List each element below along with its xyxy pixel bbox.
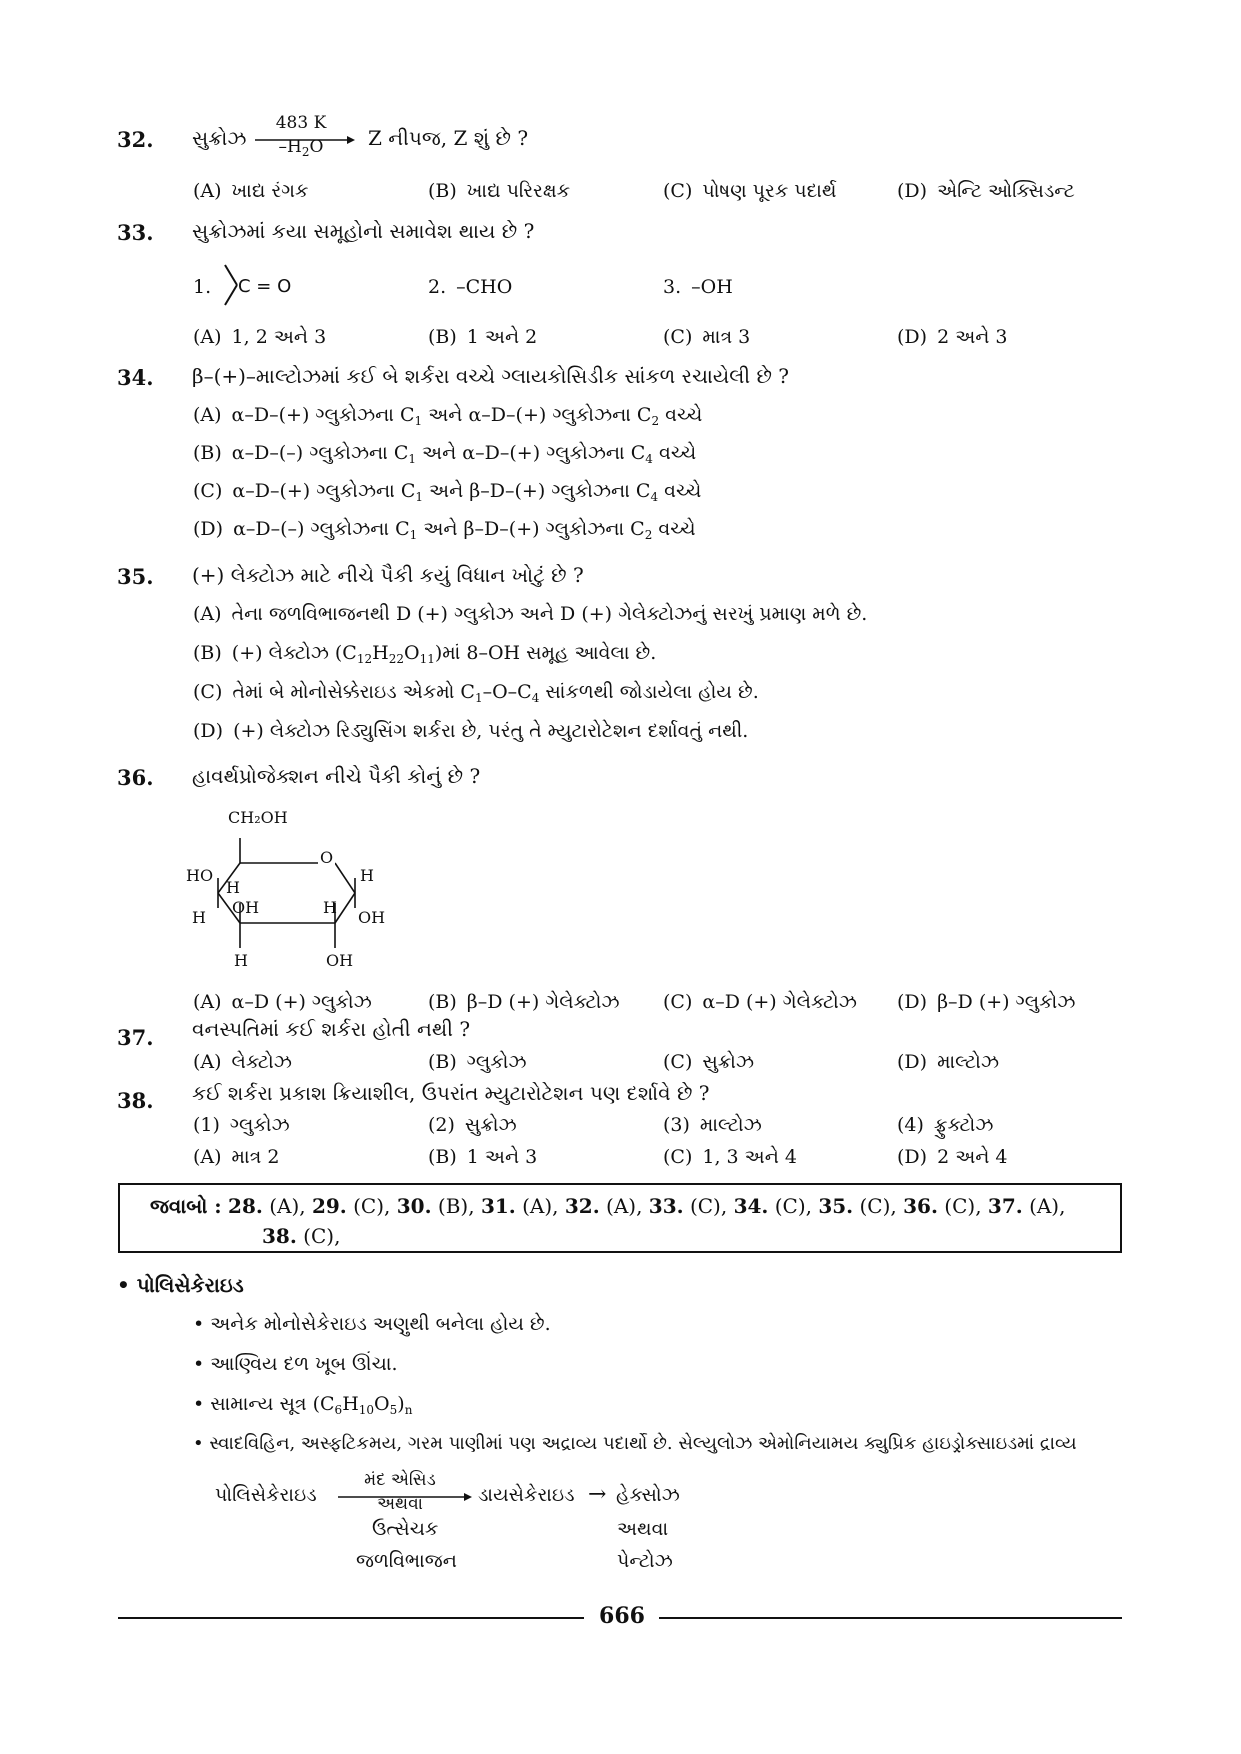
option-b xyxy=(428,180,570,202)
subscript: 1 xyxy=(414,414,423,428)
answer-value: (A), xyxy=(606,1194,643,1218)
question-number: 34. xyxy=(117,365,154,390)
answer-number: 29. xyxy=(311,1194,347,1218)
option-text: વચ્ચે xyxy=(658,480,702,502)
option-text: 1 અને 2 xyxy=(466,326,538,348)
option-text: α–D–(+) ગ્લુકોઝના C xyxy=(231,404,415,426)
option-text: )માં 8–OH સમૂહ આવેલા છે. xyxy=(434,642,657,664)
group-item-3 xyxy=(663,276,733,298)
answer-key-text xyxy=(150,1191,1100,1251)
option-text: (+) લેક્ટોઝ રિડ્યુસિંગ શર્કરા છે, પરંતુ તે મ્યુટારોટેશન દર્શાવતું નથી. xyxy=(233,720,749,742)
subscript: 11 xyxy=(419,652,435,666)
option-a xyxy=(193,991,372,1013)
group-label: 1. xyxy=(193,276,212,298)
answer-number: 38. xyxy=(262,1224,297,1248)
question-number: 32. xyxy=(117,127,154,152)
option-text: α–D–(–) ગ્લુકોઝના C xyxy=(233,518,410,540)
answer-value: (A), xyxy=(1029,1194,1066,1218)
reagent-part: O xyxy=(309,137,324,157)
option-text: 2 અને 4 xyxy=(937,1146,1008,1168)
option-text: સાંકળથી જોડાયેલા હોય છે. xyxy=(539,681,759,703)
option-d xyxy=(897,1146,1008,1168)
option-d xyxy=(897,180,1075,202)
answer-number: 33. xyxy=(648,1194,684,1218)
subscript: 4 xyxy=(650,490,659,504)
scheme-end: હેક્સોઝ xyxy=(616,1484,680,1506)
label-h: H xyxy=(226,878,240,897)
option-a xyxy=(193,326,326,348)
option-text: વચ્ચે xyxy=(652,442,697,464)
scheme-arrow-2: → xyxy=(588,1482,607,1507)
option-label: (D) xyxy=(897,326,928,348)
option-label: (C) xyxy=(663,1051,693,1073)
option-text: β–D (+) ગ્લુકોઝ xyxy=(937,991,1076,1013)
option-text: 2 અને 3 xyxy=(937,326,1008,348)
haworth-structure xyxy=(186,808,410,978)
option-label: (D) xyxy=(897,180,928,202)
answer-value: (C), xyxy=(944,1194,982,1218)
option-label: (D) xyxy=(193,720,224,742)
group-text: –OH xyxy=(691,276,733,298)
option-d xyxy=(897,1051,999,1073)
option-text: 1, 3 અને 4 xyxy=(702,1146,797,1168)
subscript: 12 xyxy=(356,652,373,666)
option-text: α–D (+) ગેલેક્ટોઝ xyxy=(702,991,857,1013)
option-b xyxy=(193,642,656,666)
scheme-note: જળવિભાજન xyxy=(356,1550,457,1572)
option-label: (C) xyxy=(663,326,693,348)
option-label: (C) xyxy=(663,1146,693,1168)
option-label: (D) xyxy=(897,991,928,1013)
scheme-arrow xyxy=(338,1470,473,1520)
option-text: β–D (+) ગેલેક્ટોઝ xyxy=(466,991,620,1013)
label-oh: OH xyxy=(232,898,260,917)
option-label: (B) xyxy=(428,1051,457,1073)
scheme-note: અથવા xyxy=(617,1518,669,1540)
option-label: (D) xyxy=(897,1146,928,1168)
bullet-item: • સ્વાદવિહિન, અસ્ફટિકમય, ગરમ પાણીમાં પણ અદ્રાવ્ય પદાર્થો છે. સેલ્યુલોઝ એમોનિયામય ક્યુપ્રિક હાઇડ્રોક્સાઇડમાં દ્રાવ્ય xyxy=(193,1433,1077,1454)
formula-text: • સામાન્ય સૂત્ર (C xyxy=(193,1393,335,1415)
option-text: અને α–D–(+) ગ્લુકોઝના C xyxy=(416,442,646,464)
group-item-1 xyxy=(193,276,211,298)
reactant: સુક્રોઝ xyxy=(192,126,247,150)
question-text: કઈ શર્કરા પ્રકાશ ક્રિયાશીલ, ઉપરાંત મ્યુટારોટેશન પણ દર્શાવે છે ? xyxy=(192,1081,710,1105)
answer-key-heading: જવાબો : xyxy=(150,1194,222,1218)
answer-number: 35. xyxy=(818,1194,854,1218)
answer-value: (A), xyxy=(522,1194,559,1218)
answer-number: 34. xyxy=(733,1194,769,1218)
option-a xyxy=(193,404,702,428)
scheme-start: પોલિસેકેરાઇડ xyxy=(215,1484,317,1506)
option-d xyxy=(897,326,1008,348)
group-label: 3. xyxy=(663,276,682,298)
item-label: (1) xyxy=(193,1114,220,1136)
group-item-2 xyxy=(428,276,512,298)
formula-text: ) xyxy=(397,1393,405,1415)
bullet-item: • અનેક મોનોસેકેરાઇડ અણુથી બનેલા હોય છે. xyxy=(193,1313,551,1335)
option-c xyxy=(663,1146,797,1168)
ring-bonds xyxy=(190,808,410,978)
option-a xyxy=(193,1051,292,1073)
option-b xyxy=(428,1146,537,1168)
question-number: 35. xyxy=(117,564,154,589)
answer-number: 28. xyxy=(228,1194,263,1218)
answer-value: (B), xyxy=(437,1194,475,1218)
option-label: (A) xyxy=(193,1051,222,1073)
option-text: માત્ર 2 xyxy=(231,1146,280,1168)
answer-number: 31. xyxy=(480,1194,516,1218)
option-label: (D) xyxy=(193,518,224,540)
option-c xyxy=(663,1051,754,1073)
item-text: ગ્લુકોઝ xyxy=(229,1114,290,1136)
option-text: ખાદ્ય રંગક xyxy=(231,180,309,202)
answer-value: (C), xyxy=(689,1194,728,1218)
option-label: (B) xyxy=(428,180,457,202)
option-label: (C) xyxy=(193,681,223,703)
option-c xyxy=(663,326,750,348)
option-label: (B) xyxy=(193,642,222,664)
option-text: વચ્ચે xyxy=(652,518,696,540)
option-text: અને α–D–(+) ગ્લુકોઝના C xyxy=(422,404,652,426)
option-d xyxy=(897,991,1075,1013)
option-a xyxy=(193,603,867,625)
answer-number: 37. xyxy=(987,1194,1023,1218)
answer-value: (C), xyxy=(774,1194,812,1218)
option-text: માલ્ટોઝ xyxy=(937,1051,999,1073)
label-h: H xyxy=(192,908,206,927)
option-d xyxy=(193,518,696,542)
list-item-2 xyxy=(428,1114,517,1136)
option-label: (A) xyxy=(193,180,222,202)
subscript: 1 xyxy=(474,691,483,705)
answer-value: (C), xyxy=(303,1224,341,1248)
item-label: (3) xyxy=(663,1114,690,1136)
option-text: માત્ર 3 xyxy=(702,326,751,348)
label-ch2oh: CH₂OH xyxy=(228,808,288,827)
item-label: (2) xyxy=(428,1114,455,1136)
option-a xyxy=(193,1146,279,1168)
option-c xyxy=(193,480,701,504)
option-text: ગ્લુકોઝ xyxy=(466,1051,527,1073)
option-label: (A) xyxy=(193,991,222,1013)
label-h: H xyxy=(323,898,337,917)
answer-value: (A), xyxy=(269,1194,306,1218)
question-text: β–(+)–માલ્ટોઝમાં કઈ બે શર્કરા વચ્ચે ગ્લાયકોસિડીક સાંકળ રચાયેલી છે ? xyxy=(192,364,789,388)
list-item-1 xyxy=(193,1114,290,1136)
bullet-formula xyxy=(193,1393,412,1417)
footer-rule-left xyxy=(118,1617,584,1619)
option-label: (B) xyxy=(193,442,222,464)
subscript: 2 xyxy=(651,414,660,428)
option-text: H xyxy=(372,642,389,664)
question-number: 33. xyxy=(117,220,154,245)
question-number: 36. xyxy=(117,765,154,790)
option-text: અને β–D–(+) ગ્લુકોઝના C xyxy=(423,480,651,502)
formula-text: H xyxy=(342,1393,359,1415)
item-label: (4) xyxy=(897,1114,924,1136)
question-text: હાવર્થપ્રોજેક્શન નીચે પૈકી કોનું છે ? xyxy=(192,764,481,788)
option-text: α–D–(+) ગ્લુકોઝના C xyxy=(232,480,416,502)
option-label: (B) xyxy=(428,1146,457,1168)
reagent-sub: 2 xyxy=(301,145,310,159)
option-label: (A) xyxy=(193,404,222,426)
scheme-middle: ડાયસેકેરાઇડ xyxy=(478,1484,575,1506)
question-text: (+) લેક્ટોઝ માટે નીચે પૈકી કયું વિધાન ખોટું છે ? xyxy=(192,563,584,587)
answer-key-box xyxy=(118,1183,1122,1253)
option-text: અને β–D–(+) ગ્લુકોઝના C xyxy=(417,518,645,540)
question-text: વનસ્પતિમાં કઈ શર્કરા હોતી નથી ? xyxy=(192,1017,471,1041)
item-text: ફ્રુક્ટોઝ xyxy=(933,1114,994,1136)
subscript: 1 xyxy=(408,452,417,466)
option-text: તેના જળવિભાજનથી D (+) ગ્લુકોઝ અને D (+) ગેલેક્ટોઝનું સરખું પ્રમાણ મળે છે. xyxy=(231,603,868,625)
scheme-note: ઉત્સેચક xyxy=(372,1518,439,1540)
label-h: H xyxy=(234,951,248,970)
answer-value: (C), xyxy=(353,1194,391,1218)
list-item-4 xyxy=(897,1114,993,1136)
ring-oxygen: O xyxy=(320,848,334,867)
subscript: 1 xyxy=(409,528,418,542)
option-c xyxy=(663,180,836,202)
option-a xyxy=(193,180,308,202)
subscript: 22 xyxy=(388,652,404,666)
arrow-reagent xyxy=(255,137,347,159)
option-b xyxy=(428,1051,527,1073)
option-b xyxy=(428,326,537,348)
item-text: માલ્ટોઝ xyxy=(699,1114,762,1136)
question-text: સુક્રોઝમાં કયા સમૂહોનો સમાવેશ થાય છે ? xyxy=(192,219,535,243)
option-text: પોષણ પૂરક પદાર્થ xyxy=(702,180,837,202)
question-suffix: Z નીપજ, Z શું છે ? xyxy=(368,126,529,150)
reagent-part: –H xyxy=(278,137,302,157)
subscript: 6 xyxy=(334,1403,343,1417)
subscript: 2 xyxy=(644,528,653,542)
option-text: 1, 2 અને 3 xyxy=(231,326,327,348)
option-text: સુક્રોઝ xyxy=(702,1051,755,1073)
option-text: O xyxy=(403,642,420,664)
option-b xyxy=(428,991,619,1013)
answer-number: 36. xyxy=(903,1194,938,1218)
option-text: 1 અને 3 xyxy=(466,1146,538,1168)
reaction-arrow xyxy=(255,113,355,159)
question-text xyxy=(192,126,246,150)
formula-text: O xyxy=(374,1393,390,1415)
label-ho: HO xyxy=(186,866,214,885)
arrow-condition: મંદ એસિડ xyxy=(364,1470,436,1490)
question-number: 38. xyxy=(117,1088,154,1113)
label-h: H xyxy=(360,866,374,885)
option-label: (A) xyxy=(193,603,222,625)
label-oh: OH xyxy=(326,951,354,970)
answer-number: 32. xyxy=(564,1194,600,1218)
bullet-item: • આણ્વિય દળ ખૂબ ઊંચા. xyxy=(193,1353,398,1375)
option-b xyxy=(193,442,696,466)
option-label: (B) xyxy=(428,326,457,348)
option-c xyxy=(663,991,857,1013)
footer-rule-right xyxy=(659,1617,1122,1619)
arrow-condition: 483 K xyxy=(275,113,327,133)
option-text: –O–C xyxy=(482,681,532,703)
subscript: 5 xyxy=(389,1403,398,1417)
question-number: 37. xyxy=(117,1025,154,1050)
scheme-note: પેન્ટોઝ xyxy=(617,1550,673,1572)
option-label: (B) xyxy=(428,991,457,1013)
option-text: (+) લેક્ટોઝ (C xyxy=(231,642,357,664)
option-text: α–D (+) ગ્લુકોઝ xyxy=(231,991,372,1013)
page-number: 666 xyxy=(599,1603,645,1629)
option-label: (C) xyxy=(663,991,693,1013)
group-text: –CHO xyxy=(456,276,513,298)
option-text: લેક્ટોઝ xyxy=(231,1051,292,1073)
group-label: 2. xyxy=(428,276,447,298)
subscript: 4 xyxy=(645,452,653,466)
option-label: (C) xyxy=(193,480,223,502)
subscript: 10 xyxy=(358,1403,375,1417)
section-heading: • પોલિસેકેરાઇડ xyxy=(117,1273,244,1297)
option-text: એન્ટિ ઓક્સિડન્ટ xyxy=(937,180,1075,202)
label-oh: OH xyxy=(358,908,386,927)
list-item-3 xyxy=(663,1114,762,1136)
option-label: (A) xyxy=(193,326,222,348)
option-text: વચ્ચે xyxy=(659,404,703,426)
answer-number: 30. xyxy=(396,1194,432,1218)
option-label: (C) xyxy=(663,180,693,202)
answer-value: (C), xyxy=(859,1194,897,1218)
item-text: સુક્રોઝ xyxy=(464,1114,517,1136)
option-c xyxy=(193,681,759,705)
subscript: 1 xyxy=(415,490,424,504)
arrow-condition: અથવા xyxy=(377,1494,423,1514)
option-text: તેમાં બે મોનોસેક્કેરાઇડ એકમો C xyxy=(232,681,475,703)
option-text: ખાદ્ય પરિરક્ષક xyxy=(466,180,571,202)
subscript: 4 xyxy=(531,691,540,705)
option-d xyxy=(193,720,748,742)
option-label: (D) xyxy=(897,1051,928,1073)
option-label: (A) xyxy=(193,1146,222,1168)
option-text: α–D–(–) ગ્લુકોઝના C xyxy=(231,442,409,464)
carbonyl-group: C = O xyxy=(238,276,292,297)
subscript: n xyxy=(404,1403,413,1417)
